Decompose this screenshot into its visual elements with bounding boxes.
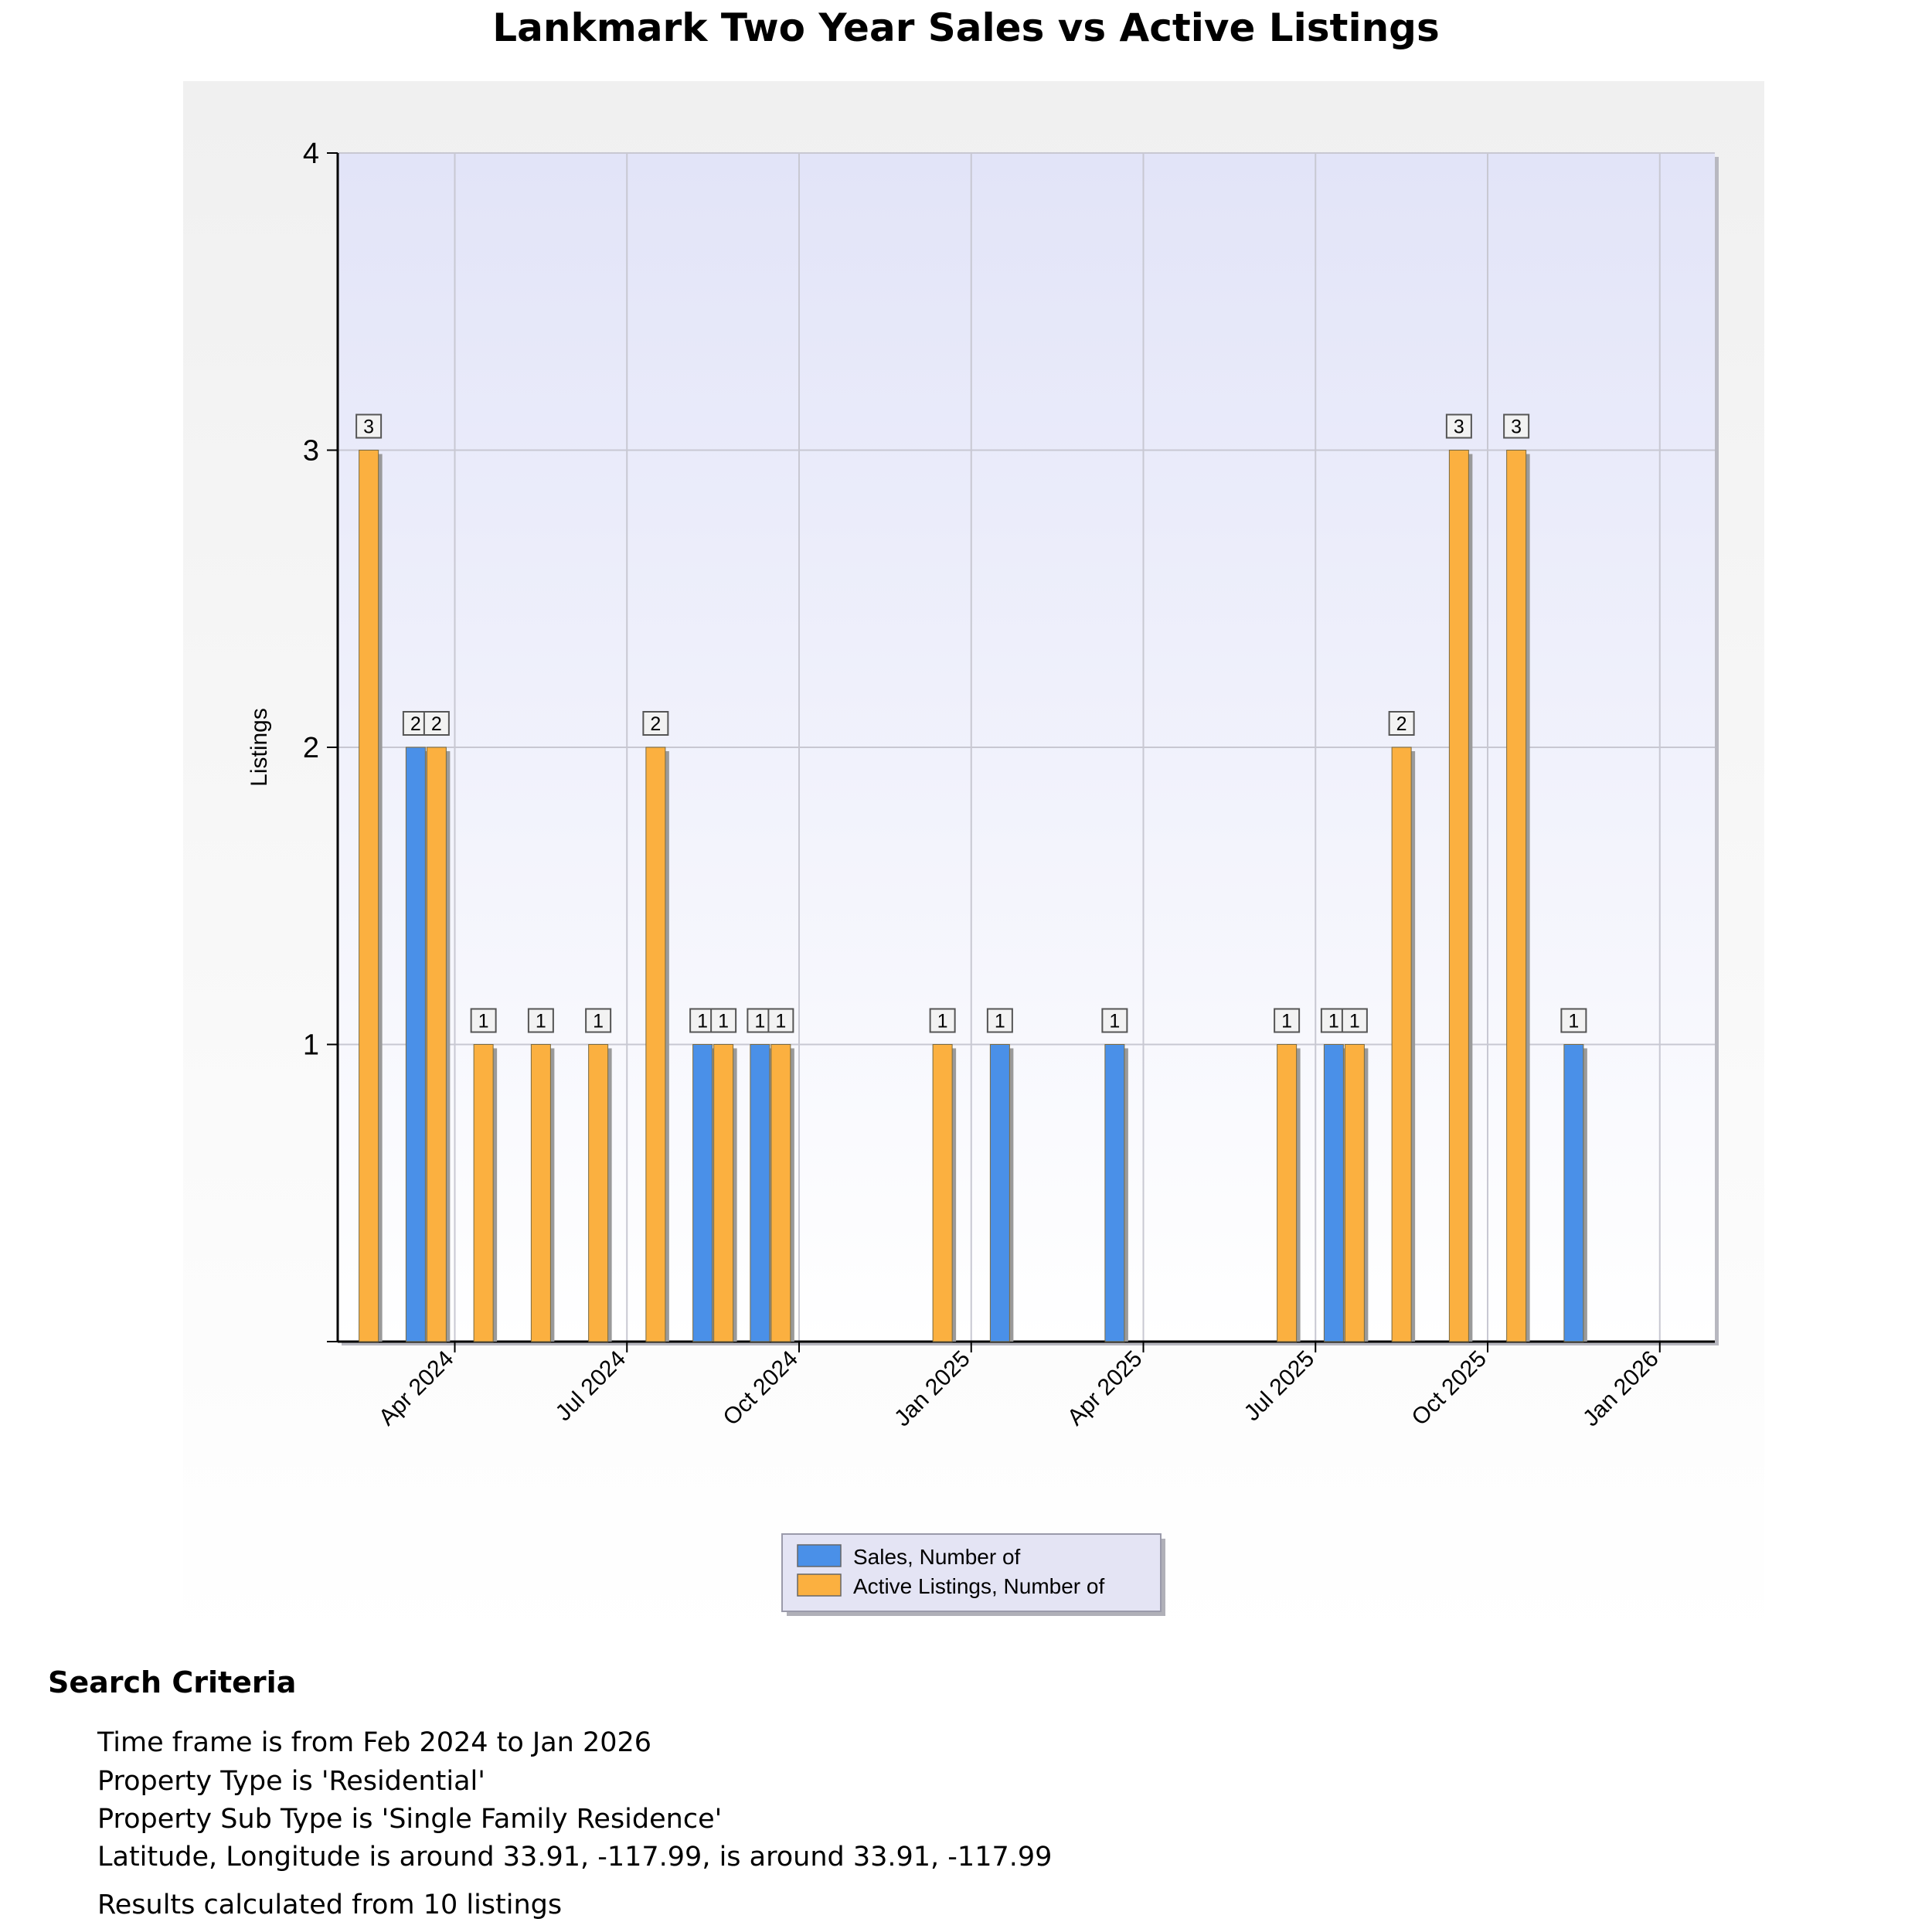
data-label: 1 <box>937 1010 948 1032</box>
sales-bar <box>1564 1045 1583 1342</box>
active-bar <box>714 1045 733 1342</box>
data-label: 1 <box>535 1010 546 1032</box>
legend-swatch <box>798 1574 841 1596</box>
active-bar <box>933 1045 952 1342</box>
data-label: 1 <box>718 1010 730 1032</box>
x-tick-label: Jul 2024 <box>550 1345 631 1427</box>
active-bar <box>1449 451 1468 1342</box>
data-label: 1 <box>1281 1010 1293 1032</box>
y-tick-label: 4 <box>302 138 319 170</box>
x-tick-label: Oct 2024 <box>718 1345 803 1431</box>
x-tick-label: Oct 2025 <box>1406 1345 1492 1431</box>
y-axis-title: Listings <box>247 708 272 787</box>
data-label: 2 <box>1396 713 1407 735</box>
search-criteria <box>48 1665 1053 1920</box>
active-bar <box>1507 451 1526 1342</box>
data-label: 1 <box>1328 1010 1339 1032</box>
criteria-property-type: Property Type is 'Residential' <box>97 1766 485 1797</box>
criteria-results-count: Results calculated from 10 listings <box>97 1890 563 1920</box>
data-label: 3 <box>1453 416 1464 438</box>
criteria-property-sub-type: Property Sub Type is 'Single Family Residence' <box>97 1804 723 1835</box>
sales-bar <box>1324 1045 1343 1342</box>
sales-bar <box>693 1045 713 1342</box>
x-tick-label: Apr 2025 <box>1063 1345 1148 1431</box>
legend-swatch <box>798 1545 841 1567</box>
x-tick-label: Jan 2026 <box>1578 1345 1664 1432</box>
active-bar <box>646 747 665 1342</box>
data-label: 3 <box>1511 416 1522 438</box>
data-label: 1 <box>1349 1010 1360 1032</box>
active-bar <box>474 1045 493 1342</box>
data-label: 3 <box>363 416 375 438</box>
active-bar <box>771 1045 791 1342</box>
x-tick-label: Jan 2025 <box>889 1345 975 1432</box>
criteria-location: Latitude, Longitude is around 33.91, -117.99, is around 33.91, -117.99 <box>97 1842 1053 1873</box>
y-tick-label: 3 <box>302 434 319 468</box>
x-tick-label: Apr 2024 <box>374 1345 459 1431</box>
active-bar <box>427 747 446 1342</box>
sales-bar <box>406 747 425 1342</box>
x-tick-label: Jul 2025 <box>1239 1345 1320 1427</box>
sales-bar <box>750 1045 770 1342</box>
data-label: 1 <box>754 1010 766 1032</box>
data-label: 2 <box>430 713 442 735</box>
y-tick-label: 1 <box>302 1029 319 1062</box>
data-label: 1 <box>1568 1010 1580 1032</box>
criteria-time-frame: Time frame is from Feb 2024 to Jan 2026 <box>97 1727 652 1758</box>
data-label: 1 <box>994 1010 1005 1032</box>
sales-bar <box>990 1045 1009 1342</box>
active-bar <box>1277 1045 1297 1342</box>
data-label: 1 <box>1109 1010 1121 1032</box>
active-bar <box>359 451 379 1342</box>
active-bar <box>589 1045 608 1342</box>
data-label: 1 <box>697 1010 709 1032</box>
active-bar <box>1345 1045 1364 1342</box>
active-bar <box>1392 747 1411 1342</box>
legend-label: Sales, Number of <box>853 1545 1021 1569</box>
sales-bar <box>1105 1045 1124 1342</box>
data-label: 2 <box>410 713 421 735</box>
active-bar <box>531 1045 550 1342</box>
data-label: 1 <box>775 1010 787 1032</box>
search-criteria-heading: Search Criteria <box>48 1665 297 1699</box>
legend-label: Active Listings, Number of <box>853 1574 1105 1598</box>
chart-title: Lankmark Two Year Sales vs Active Listings <box>492 5 1440 50</box>
data-label: 1 <box>593 1010 604 1032</box>
data-label: 2 <box>650 713 662 735</box>
data-label: 1 <box>478 1010 489 1032</box>
y-tick-label: 2 <box>302 732 319 764</box>
